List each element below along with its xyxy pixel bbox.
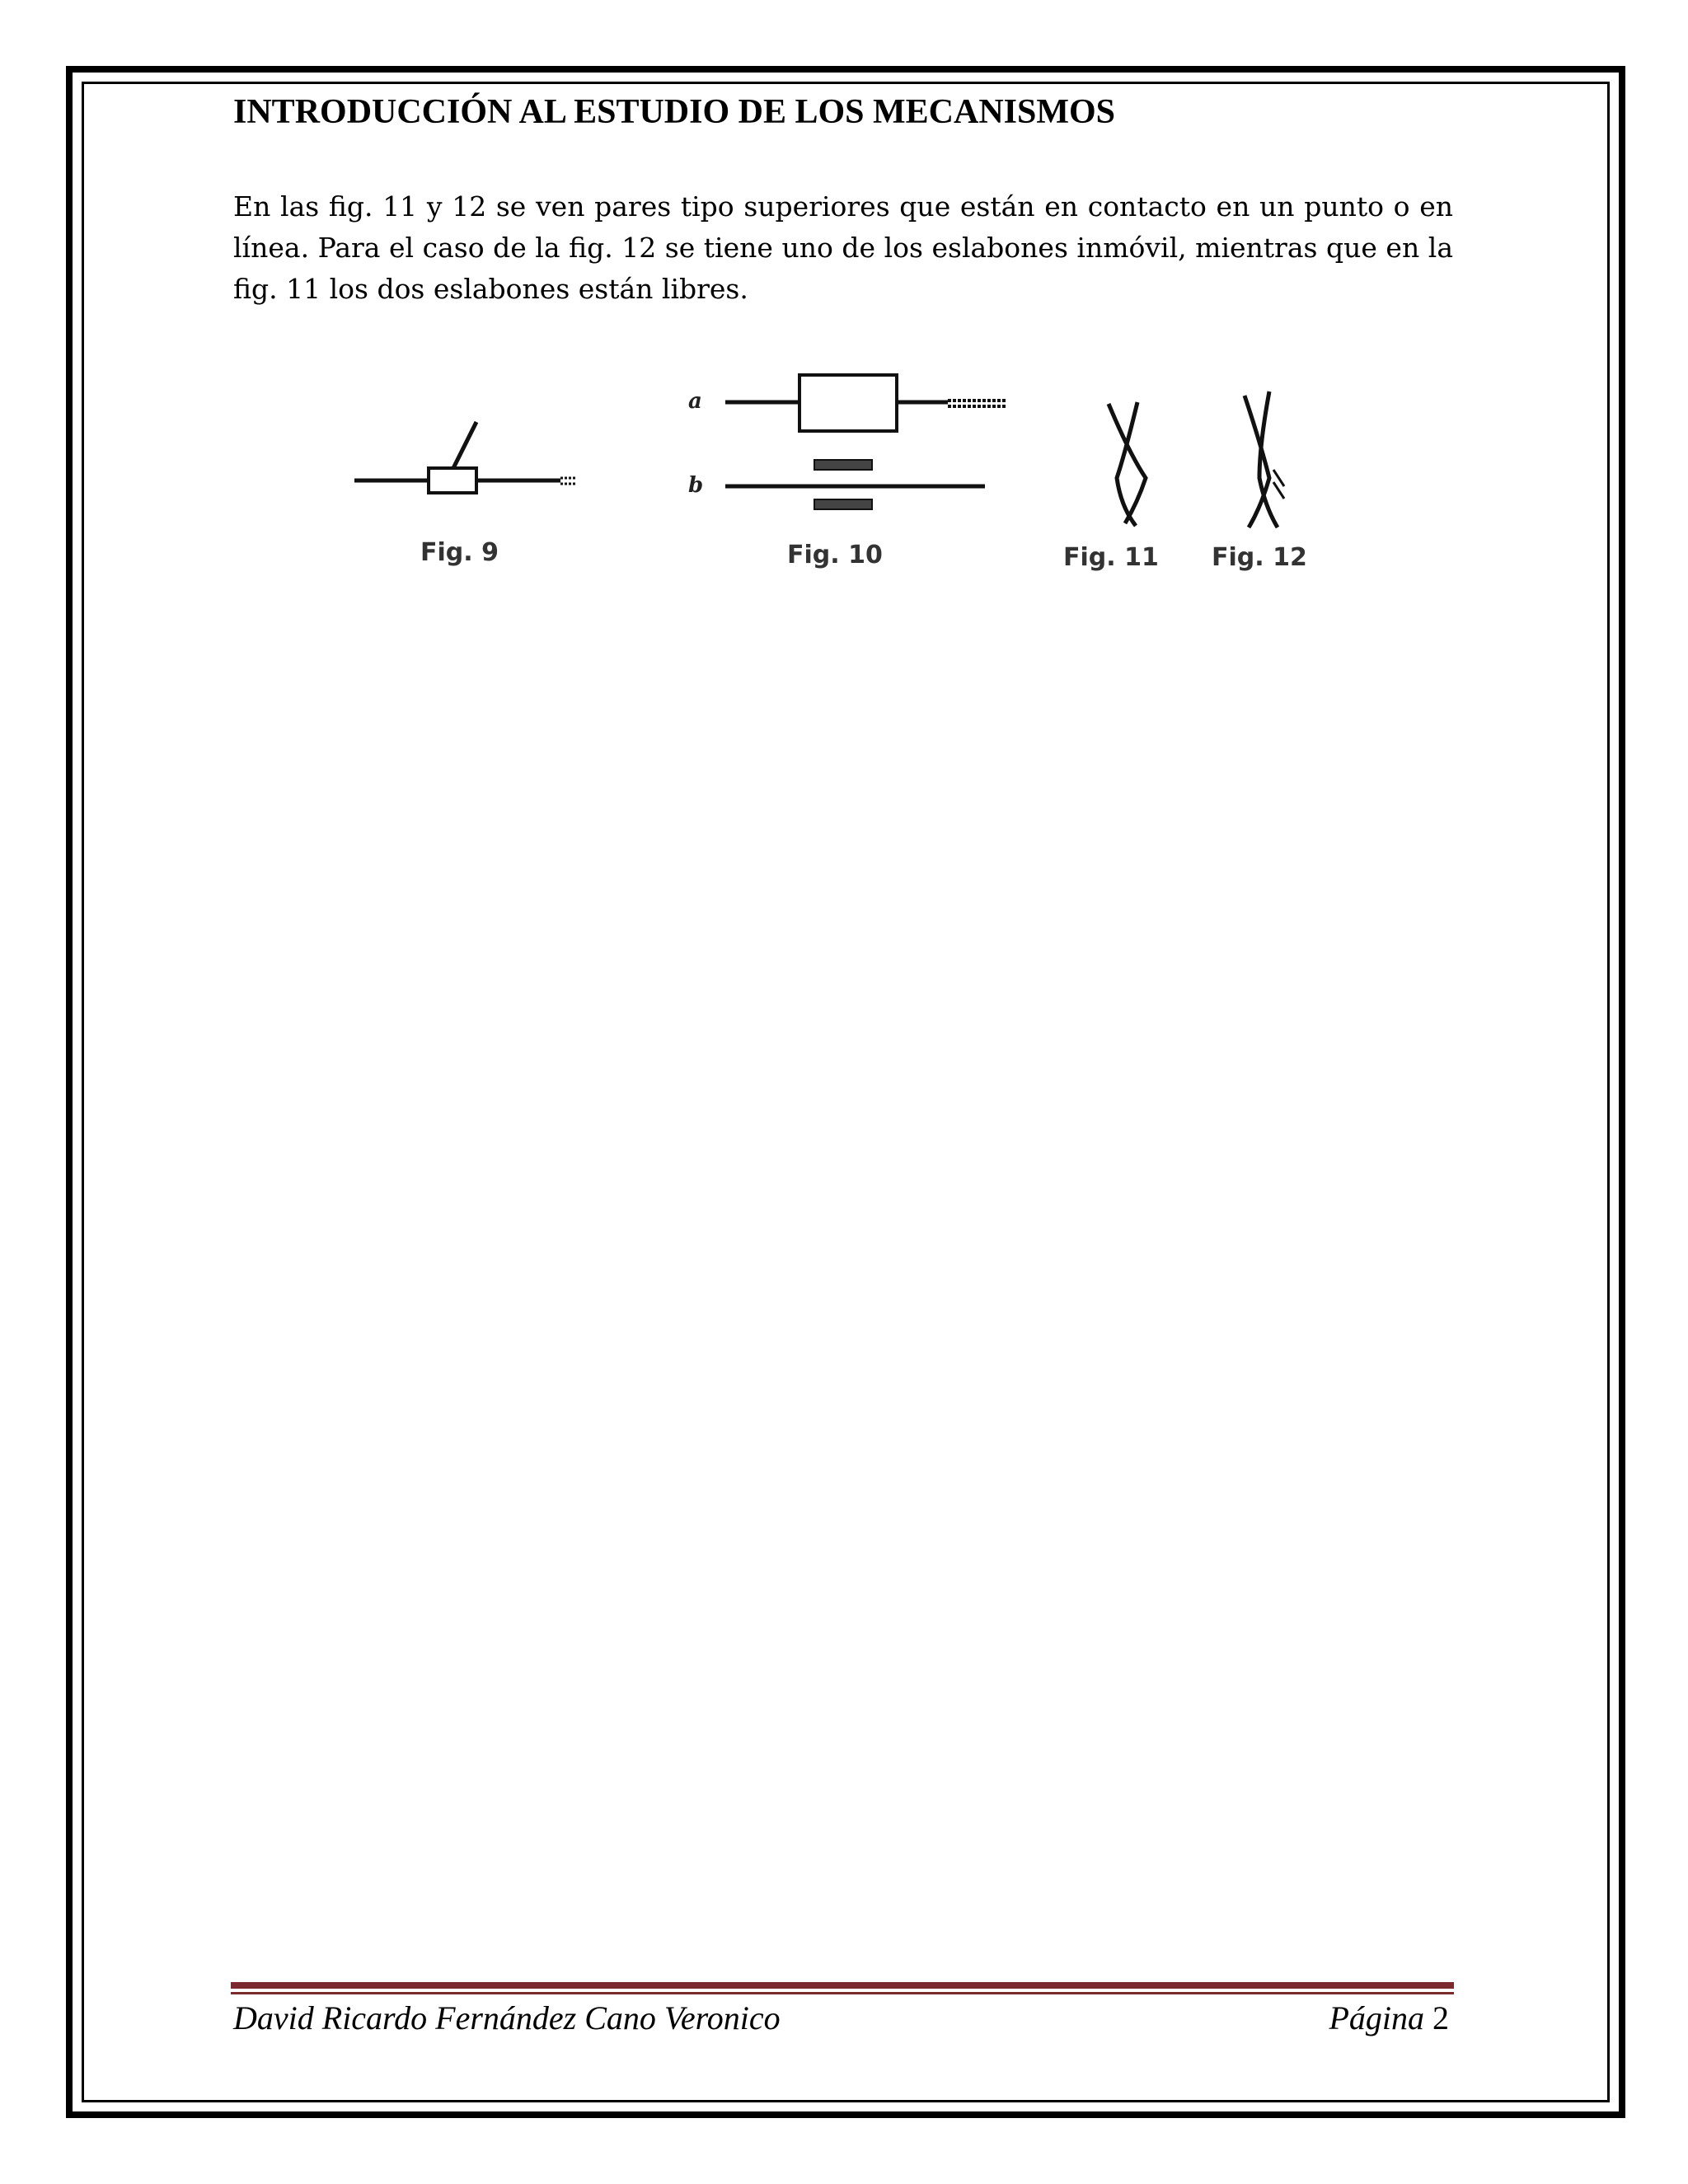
footer-page-label: Página [1329, 1999, 1424, 2036]
footer-author: David Ricardo Fernández Cano Veronico [233, 1999, 781, 2036]
fig11-caption: Fig. 11 [1063, 543, 1159, 572]
footer-rule-thick [231, 1982, 1454, 1989]
figures-illustration [313, 363, 1352, 593]
fig9-caption: Fig. 9 [420, 538, 499, 567]
fig12-drawing [1245, 391, 1284, 527]
fig10a-drawing [725, 375, 1006, 431]
fig9-drawing [354, 422, 577, 493]
fig11-drawing [1109, 402, 1146, 526]
fig12-caption: Fig. 12 [1212, 543, 1307, 572]
fig10-label-b: b [688, 473, 704, 498]
fig10b-drawing [725, 460, 985, 509]
fig10-label-a: a [688, 389, 702, 414]
page-heading: INTRODUCCIÓN AL ESTUDIO DE LOS MECANISMOS [233, 93, 1116, 131]
figures-strip [313, 363, 1352, 593]
body-paragraph: En las fig. 11 y 12 se ven pares tipo superiores que están en contacto en un punto o en línea. Para el caso de la fig. 12 se tiene uno de los eslabones inmóvil, mientras que en la fig. 11 los dos eslabones están libres. [233, 190, 1453, 305]
body-paragraph-container [233, 186, 1453, 310]
footer-page-value: 2 [1432, 1999, 1449, 2036]
fig10-caption: Fig. 10 [787, 541, 883, 569]
footer-rule-thin [231, 1992, 1454, 1994]
footer-page-number [1329, 1999, 1449, 2037]
